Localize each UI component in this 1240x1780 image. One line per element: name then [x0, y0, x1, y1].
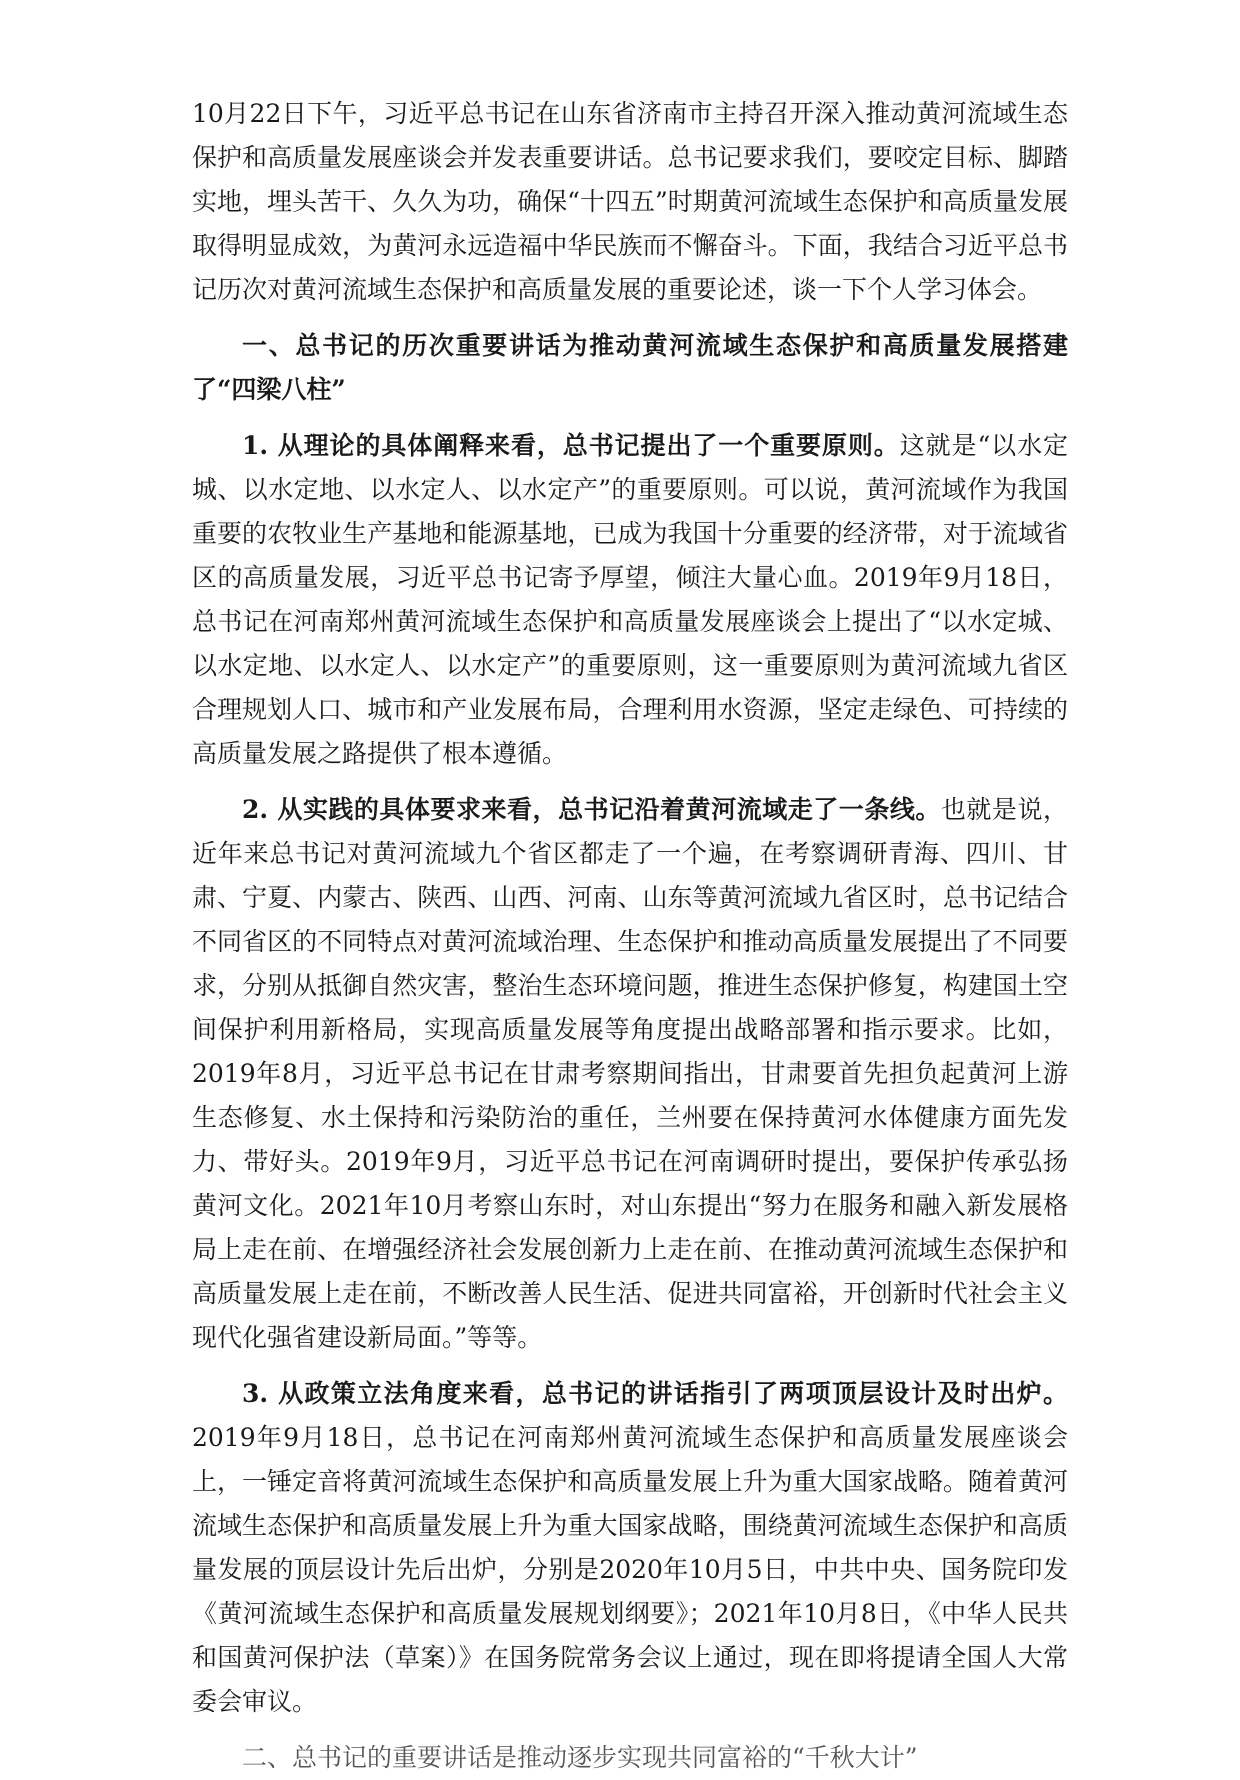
point-3-lead: 3. 从政策立法角度来看，总书记的讲话指引了两项顶层设计及时出炉。 [242, 1379, 1068, 1408]
section-1-heading: 一、总书记的历次重要讲话为推动黄河流域生态保护和高质量发展搭建了“四梁八柱” [192, 331, 1068, 404]
point-2-paragraph [192, 788, 1068, 1360]
point-3-body: 2019年9月18日，总书记在河南郑州黄河流域生态保护和高质量发展座谈会上，一锤定音将黄河流域生态保护和高质量发展上升为重大国家战略。随着黄河流域生态保护和高质量发展上升为重大国家战略，围绕黄河流域生态保护和高质量发展的顶层设计先后出炉，分别是2020年10月5日，中共中央、国务院印发《黄河流域生态保护和高质量发展规划纲要》；2021年10月8日，《中华人民共和国黄河保护法（草案）》在国务院常务会议上通过，现在即将提请全国人大常委会审议。 [192, 1423, 1068, 1716]
point-2-lead: 2. 从实践的具体要求来看，总书记沿着黄河流域走了一条线。 [242, 795, 941, 824]
point-2-body: 也就是说，近年来总书记对黄河流域九个省区都走了一个遍，在考察调研青海、四川、甘肃、宁夏、内蒙古、陕西、山西、河南、山东等黄河流域九省区时，总书记结合不同省区的不同特点对黄河流域治理、生态保护和推动高质量发展提出了不同要求，分别从抵御自然灾害，整治生态环境问题，推进生态保护修复，构建国土空间保护利用新格局，实现高质量发展等角度提出战略部署和指示要求。比如，2019年8月，习近平总书记在甘肃考察期间指出，甘肃要首先担负起黄河上游生态修复、水土保持和污染防治的重任，兰州要在保持黄河水体健康方面先发力、带好头。2019年9月，习近平总书记在河南调研时提出，要保护传承弘扬黄河文化。2021年10月考察山东时，对山东提出“努力在服务和融入新发展格局上走在前、在增强经济社会发展创新力上走在前、在推动黄河流域生态保护和高质量发展上走在前，不断改善人民生活、促进共同富裕，开创新时代社会主义现代化强省建设新局面。”等等。 [192, 795, 1068, 1352]
point-1-lead: 1. 从理论的具体阐释来看，总书记提出了一个重要原则。 [242, 431, 900, 460]
point-1-body: 这就是“以水定城、以水定地、以水定人、以水定产”的重要原则。可以说，黄河流域作为我国重要的农牧业生产基地和能源基地，已成为我国十分重要的经济带，对于流域省区的高质量发展，习近平总书记寄予厚望，倾注大量心血。2019年9月18日，总书记在河南郑州黄河流域生态保护和高质量发展座谈会上提出了“以水定城、以水定地、以水定人、以水定产”的重要原则，这一重要原则为黄河流域九省区合理规划人口、城市和产业发展布局，合理利用水资源，坚定走绿色、可持续的高质量发展之路提供了根本遵循。 [192, 431, 1068, 768]
intro-paragraph: 10月22日下午，习近平总书记在山东省济南市主持召开深入推动黄河流域生态保护和高质量发展座谈会并发表重要讲话。总书记要求我们，要咬定目标、脚踏实地，埋头苦干、久久为功，确保“十四五”时期黄河流域生态保护和高质量发展取得明显成效，为黄河永远造福中华民族而不懈奋斗。下面，我结合习近平总书记历次对黄河流域生态保护和高质量发展的重要论述，谈一下个人学习体会。 [192, 99, 1068, 304]
section-2-heading: 二、总书记的重要讲话是推动逐步实现共同富裕的“千秋大计” [242, 1743, 918, 1772]
point-3-paragraph [192, 1372, 1068, 1724]
point-1-paragraph [192, 424, 1068, 776]
